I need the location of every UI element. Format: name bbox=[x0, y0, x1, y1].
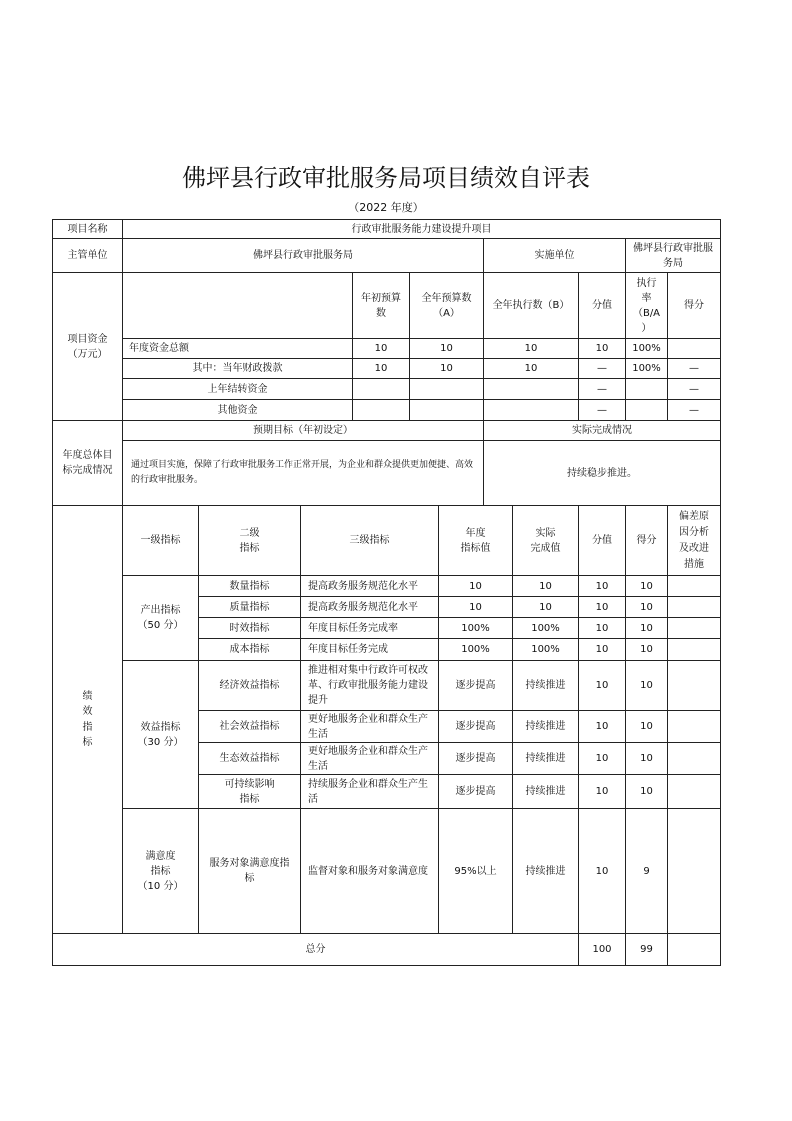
group-satisfaction-name: 满意度 指标 （10 分） bbox=[123, 809, 199, 934]
funds-header-score: 得分 bbox=[668, 273, 721, 339]
funds-row-execution-rate bbox=[626, 379, 668, 400]
indicator-score-value: 10 bbox=[579, 809, 626, 934]
funds-row-initial-budget: 10 bbox=[353, 339, 410, 359]
indicator-target: 95%以上 bbox=[439, 809, 513, 934]
indicator-actual: 持续推进 bbox=[513, 711, 579, 743]
indicator-score: 10 bbox=[626, 618, 668, 639]
indicator-actual: 100% bbox=[513, 639, 579, 661]
indicator-row bbox=[53, 576, 721, 597]
form-year: （2022 年度） bbox=[348, 201, 424, 214]
indicator-level2: 数量指标 bbox=[199, 576, 301, 597]
indicator-level3: 监督对象和服务对象满意度 bbox=[301, 809, 439, 934]
indicator-level3: 推进相对集中行政许可权改革、行政审批服务能力建设提升 bbox=[301, 661, 439, 711]
indicator-level3: 提高政务服务规范化水平 bbox=[301, 597, 439, 618]
indicator-score: 10 bbox=[626, 576, 668, 597]
indicator-level2: 社会效益指标 bbox=[199, 711, 301, 743]
indicator-deviation bbox=[668, 775, 721, 809]
indicator-level2: 生态效益指标 bbox=[199, 743, 301, 775]
indicator-score: 10 bbox=[626, 711, 668, 743]
funds-row-annual-budget: 10 bbox=[410, 339, 484, 359]
implementer-value: 佛坪县行政审批服务局 bbox=[626, 239, 721, 273]
indicator-target: 逐步提高 bbox=[439, 775, 513, 809]
total-deviation bbox=[668, 934, 721, 966]
supervisor-value: 佛坪县行政审批服务局 bbox=[123, 239, 484, 273]
indicator-score: 10 bbox=[626, 775, 668, 809]
indicator-deviation bbox=[668, 711, 721, 743]
funds-row-label: 其他资金 bbox=[123, 400, 353, 421]
row-project-name bbox=[53, 220, 721, 239]
header-level3: 三级指标 bbox=[301, 506, 439, 576]
indicator-score-value: 10 bbox=[579, 711, 626, 743]
funds-header-initial-budget: 年初预算 数 bbox=[353, 273, 410, 339]
funds-row-score: — bbox=[668, 359, 721, 379]
indicator-target: 10 bbox=[439, 597, 513, 618]
funds-row-score bbox=[668, 339, 721, 359]
row-indicators-header bbox=[53, 506, 721, 576]
indicator-level2: 成本指标 bbox=[199, 639, 301, 661]
funds-row-label: 其中：当年财政拨款 bbox=[123, 359, 353, 379]
funds-row-score: — bbox=[668, 400, 721, 421]
funds-row-annual-budget: 10 bbox=[410, 359, 484, 379]
indicator-level3: 更好地服务企业和群众生产生活 bbox=[301, 711, 439, 743]
indicator-target: 10 bbox=[439, 576, 513, 597]
indicator-level2: 经济效益指标 bbox=[199, 661, 301, 711]
indicator-score-value: 10 bbox=[579, 743, 626, 775]
header-score: 得分 bbox=[626, 506, 668, 576]
indicator-target: 100% bbox=[439, 639, 513, 661]
funds-row-score-value: — bbox=[579, 359, 626, 379]
funds-row bbox=[53, 379, 721, 400]
indicator-deviation bbox=[668, 639, 721, 661]
indicator-actual: 10 bbox=[513, 576, 579, 597]
row-total bbox=[53, 934, 721, 966]
funds-row-executed bbox=[484, 379, 579, 400]
indicator-score-value: 10 bbox=[579, 661, 626, 711]
funds-row-executed: 10 bbox=[484, 339, 579, 359]
row-goals-content bbox=[53, 441, 721, 506]
funds-header-executed: 全年执行数（B） bbox=[484, 273, 579, 339]
indicator-deviation bbox=[668, 618, 721, 639]
indicator-actual: 持续推进 bbox=[513, 743, 579, 775]
indicator-level3: 提高政务服务规范化水平 bbox=[301, 576, 439, 597]
goals-expected-header: 预期目标（年初设定） bbox=[123, 421, 484, 441]
indicator-score-value: 10 bbox=[579, 775, 626, 809]
indicator-level2: 时效指标 bbox=[199, 618, 301, 639]
funds-row bbox=[53, 359, 721, 379]
goals-actual-header: 实际完成情况 bbox=[484, 421, 721, 441]
indicator-deviation bbox=[668, 576, 721, 597]
indicator-level2: 质量指标 bbox=[199, 597, 301, 618]
indicator-score: 10 bbox=[626, 743, 668, 775]
indicator-actual: 持续推进 bbox=[513, 775, 579, 809]
funds-row-executed: 10 bbox=[484, 359, 579, 379]
project-name: 行政审批服务能力建设提升项目 bbox=[123, 220, 721, 239]
indicator-score: 10 bbox=[626, 661, 668, 711]
header-level2: 二级 指标 bbox=[199, 506, 301, 576]
funds-row-annual-budget bbox=[410, 379, 484, 400]
indicator-actual: 10 bbox=[513, 597, 579, 618]
indicator-score: 10 bbox=[626, 597, 668, 618]
header-deviation: 偏差原 因分析 及改进 措施 bbox=[668, 506, 721, 576]
funds-row bbox=[53, 400, 721, 421]
indicator-deviation bbox=[668, 597, 721, 618]
funds-row-score-value: — bbox=[579, 379, 626, 400]
goals-label: 年度总体目 标完成情况 bbox=[53, 421, 123, 506]
funds-row-annual-budget bbox=[410, 400, 484, 421]
indicator-score: 9 bbox=[626, 809, 668, 934]
indicator-level2: 服务对象满意度指 标 bbox=[199, 809, 301, 934]
funds-row-label: 年度资金总额 bbox=[123, 339, 353, 359]
indicator-row bbox=[53, 661, 721, 711]
funds-row-execution-rate: 100% bbox=[626, 339, 668, 359]
form-title: 佛坪县行政审批服务局项目绩效自评表 bbox=[182, 164, 590, 192]
group-output-name: 产出指标 （50 分） bbox=[123, 576, 199, 661]
indicator-target: 100% bbox=[439, 618, 513, 639]
funds-label: 项目资金 （万元） bbox=[53, 273, 123, 421]
funds-row-score-value: — bbox=[579, 400, 626, 421]
indicator-level2: 可持续影响 指标 bbox=[199, 775, 301, 809]
total-score-value: 100 bbox=[579, 934, 626, 966]
indicator-score-value: 10 bbox=[579, 618, 626, 639]
funds-row-execution-rate bbox=[626, 400, 668, 421]
implementer-label: 实施单位 bbox=[484, 239, 626, 273]
indicator-actual: 持续推进 bbox=[513, 661, 579, 711]
indicator-target: 逐步提高 bbox=[439, 661, 513, 711]
self-evaluation-table bbox=[52, 219, 721, 966]
header-actual-value: 实际 完成值 bbox=[513, 506, 579, 576]
project-name-label: 项目名称 bbox=[53, 220, 123, 239]
header-annual-target: 年度 指标值 bbox=[439, 506, 513, 576]
funds-header-score-value: 分值 bbox=[579, 273, 626, 339]
group-benefit-name: 效益指标 （30 分） bbox=[123, 661, 199, 809]
total-score: 99 bbox=[626, 934, 668, 966]
row-goals-header bbox=[53, 421, 721, 441]
goals-actual-text: 持续稳步推进。 bbox=[484, 441, 721, 506]
indicators-label: 绩 效 指 标 bbox=[53, 506, 123, 934]
indicator-actual: 持续推进 bbox=[513, 809, 579, 934]
header-level1: 一级指标 bbox=[123, 506, 199, 576]
funds-header-execution-rate: 执行 率 （B/A ） bbox=[626, 273, 668, 339]
indicator-score-value: 10 bbox=[579, 639, 626, 661]
funds-row-initial-budget bbox=[353, 400, 410, 421]
funds-row-score: — bbox=[668, 379, 721, 400]
row-funds-header bbox=[53, 273, 721, 339]
indicator-level3: 年度目标任务完成 bbox=[301, 639, 439, 661]
header-score-value: 分值 bbox=[579, 506, 626, 576]
indicator-score-value: 10 bbox=[579, 597, 626, 618]
indicator-level3: 更好地服务企业和群众生产生活 bbox=[301, 743, 439, 775]
indicator-deviation bbox=[668, 743, 721, 775]
funds-row-executed bbox=[484, 400, 579, 421]
indicator-score-value: 10 bbox=[579, 576, 626, 597]
indicator-deviation bbox=[668, 661, 721, 711]
indicator-row bbox=[53, 809, 721, 934]
indicator-level3: 持续服务企业和群众生产生活 bbox=[301, 775, 439, 809]
supervisor-label: 主管单位 bbox=[53, 239, 123, 273]
funds-row-initial-budget: 10 bbox=[353, 359, 410, 379]
funds-header-blank bbox=[123, 273, 353, 339]
indicator-target: 逐步提高 bbox=[439, 743, 513, 775]
funds-row-score-value: 10 bbox=[579, 339, 626, 359]
funds-row-execution-rate: 100% bbox=[626, 359, 668, 379]
funds-row-initial-budget bbox=[353, 379, 410, 400]
indicator-score: 10 bbox=[626, 639, 668, 661]
indicator-actual: 100% bbox=[513, 618, 579, 639]
funds-row-label: 上年结转资金 bbox=[123, 379, 353, 400]
total-label: 总分 bbox=[53, 934, 579, 966]
funds-row bbox=[53, 339, 721, 359]
indicator-level3: 年度目标任务完成率 bbox=[301, 618, 439, 639]
goals-expected-text: 通过项目实施，保障了行政审批服务工作正常开展，为企业和群众提供更加便捷、高效的行政审批服务。 bbox=[123, 441, 484, 506]
funds-header-annual-budget: 全年预算数 （A） bbox=[410, 273, 484, 339]
indicator-deviation bbox=[668, 809, 721, 934]
indicator-target: 逐步提高 bbox=[439, 711, 513, 743]
row-units bbox=[53, 239, 721, 273]
